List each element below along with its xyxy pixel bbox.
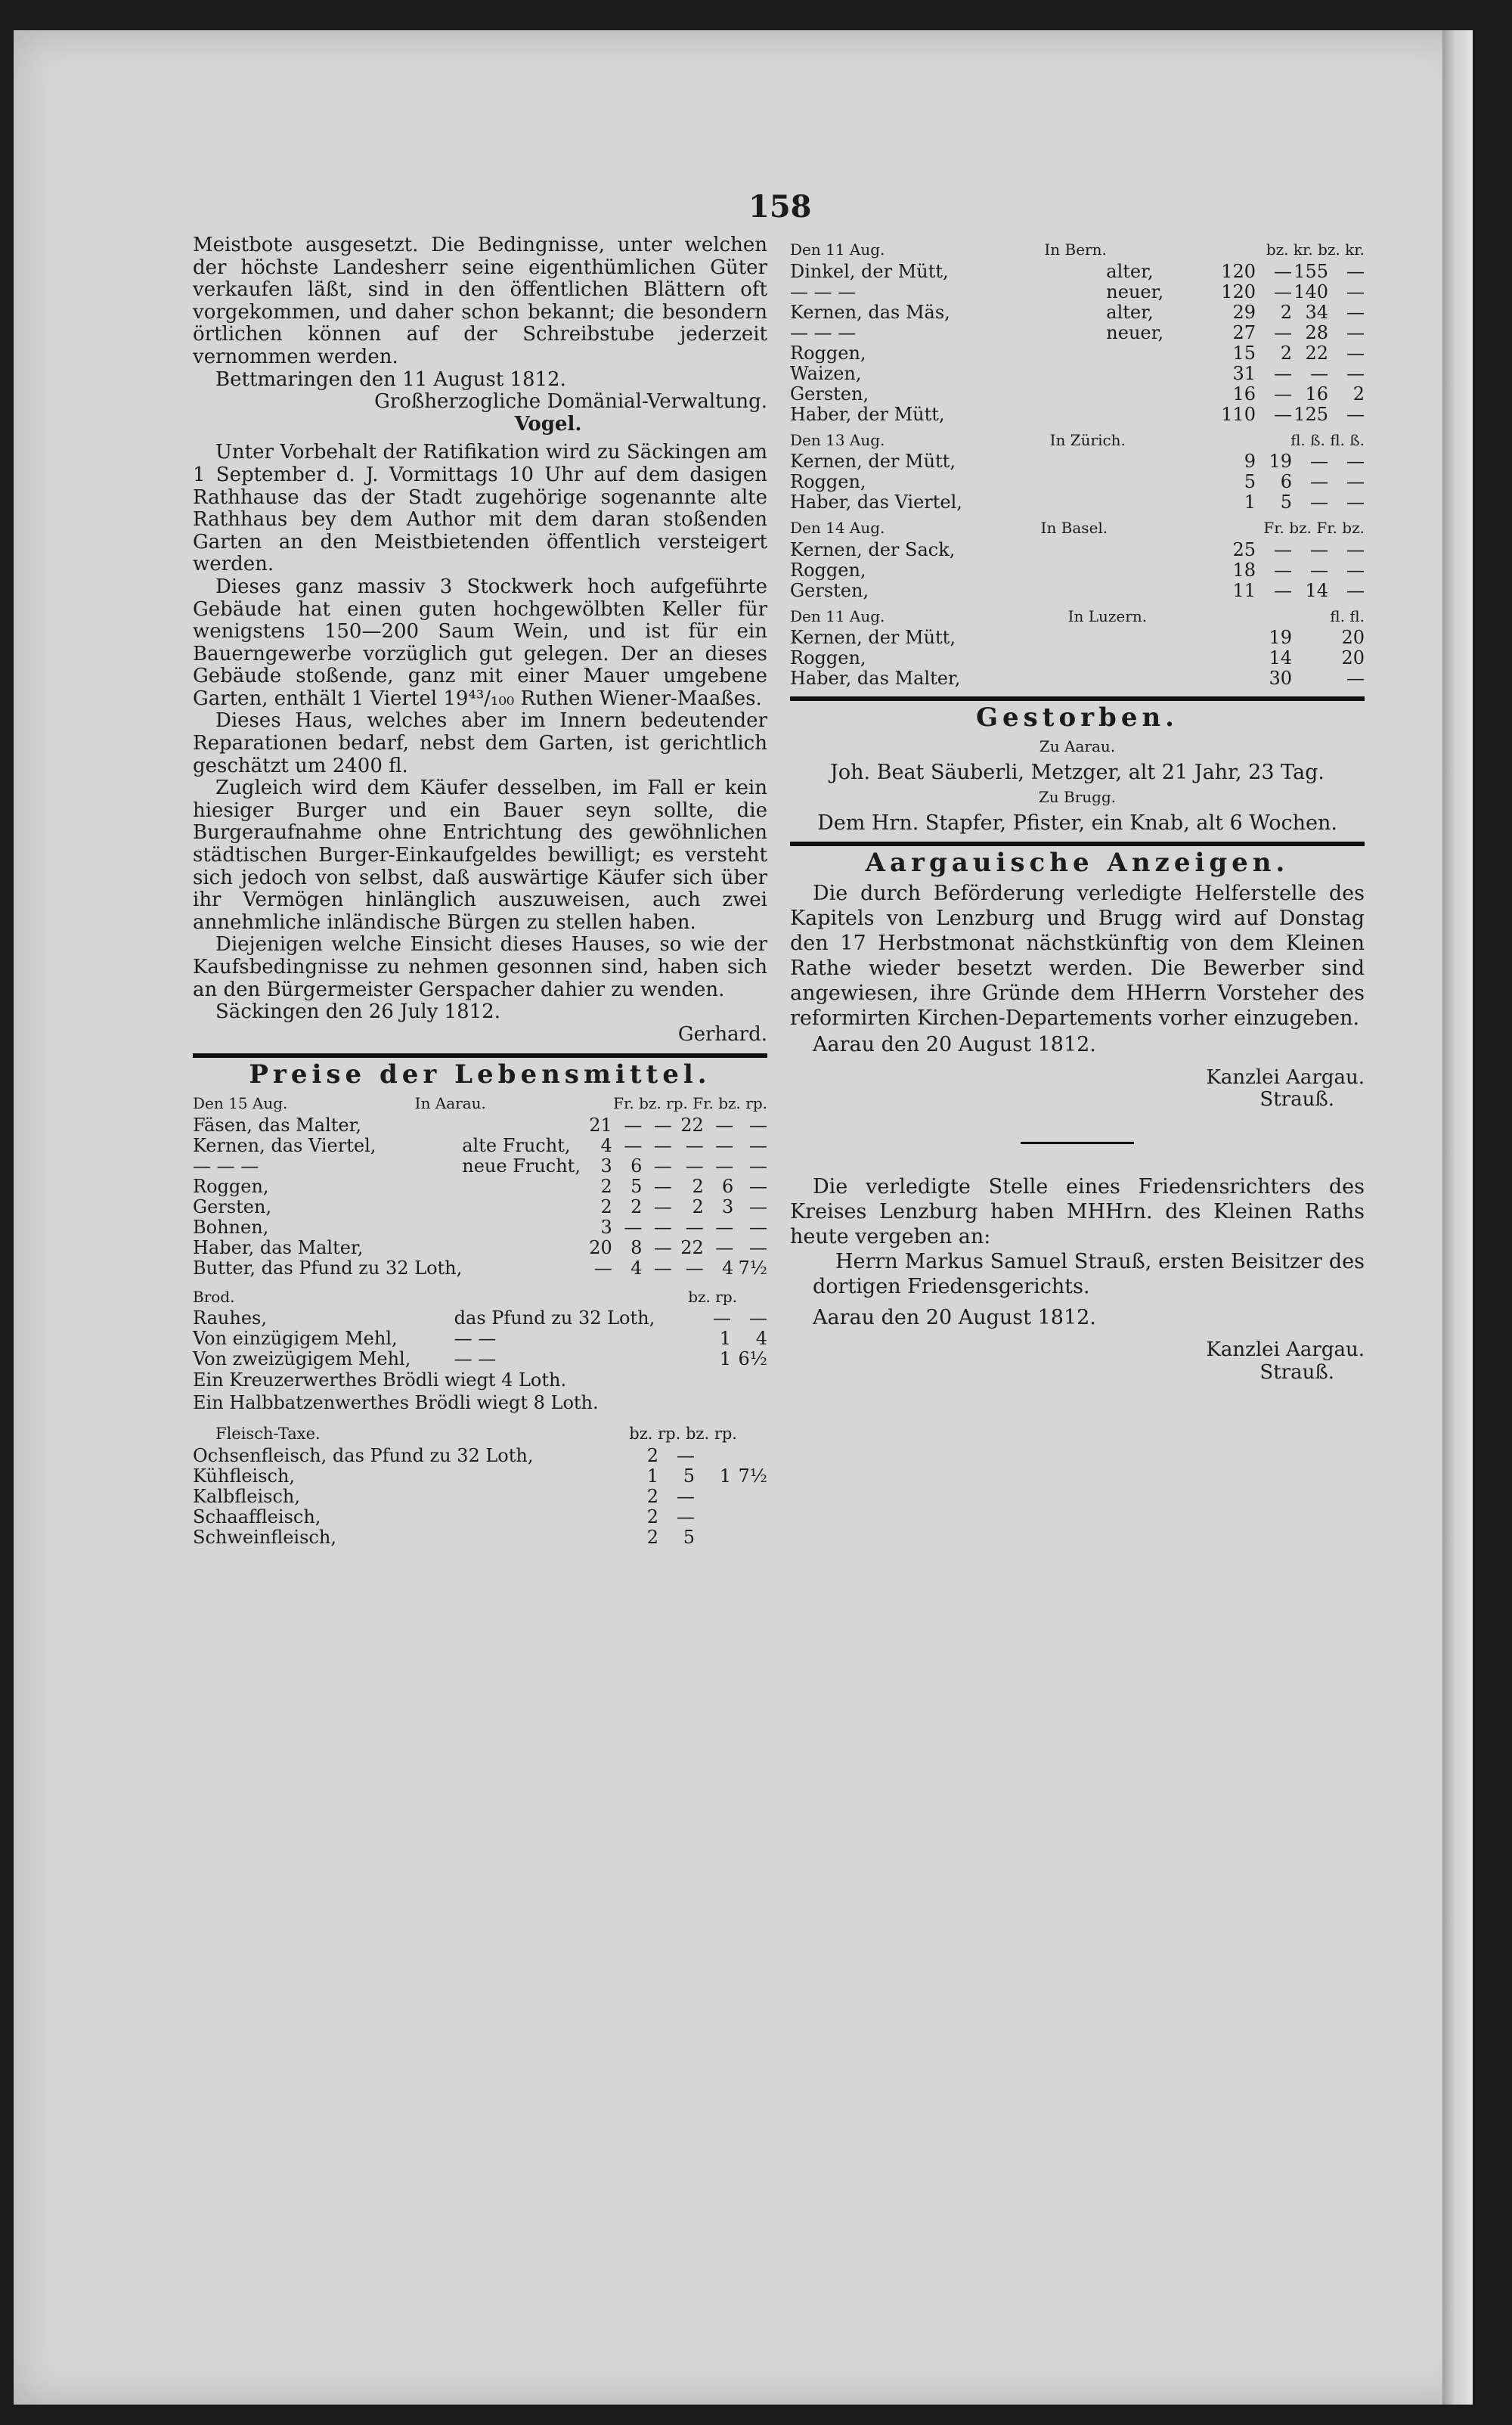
table-row (790, 668, 1365, 689)
table-cell: Roggen, (790, 342, 866, 364)
table-cell: — (653, 1257, 672, 1279)
table-cell: 34 (1305, 301, 1328, 323)
table-cell: — — — (790, 321, 857, 343)
died-entry: Dem Hrn. Stapfer, Pfister, ein Knab, alt 6 Wochen. (817, 811, 1337, 835)
notice2-text: Die verledigte Stelle eines Friedensrichters des Kreises Lenzburg haben MHHrn. des Kleinen Raths heute vergeben an: (790, 1174, 1365, 1248)
table-cell (1106, 405, 1219, 425)
table-cell: — (715, 1134, 734, 1156)
table-cell: 6½ (738, 1348, 767, 1370)
died-place: Zu Aarau. (1039, 736, 1116, 755)
table-cell: Dinkel, der Mütt, (790, 260, 949, 282)
aarau-price-table (193, 1115, 767, 1279)
intro-paragraph: Meistbote ausgesetzt. Die Bedingnisse, unter welchen der höchste Landesherr seine eigenthümlichen Güter verkaufen läßt, sind in den öffentlichen Blättern oft vorgekommen, und daher schon bekannt; die besondern örtlichen können auf der Schreibstube jederzeit vernommen werden. (193, 234, 767, 368)
table-row (193, 1156, 767, 1177)
table-cell: — (1310, 471, 1328, 493)
table-cell: — (1274, 383, 1292, 405)
table-cell: 120 (1221, 260, 1256, 282)
table-cell: Ochsenfleisch, das Pfund zu 32 Loth, (193, 1444, 534, 1466)
table-cell: — (624, 1134, 643, 1156)
table-cell: Kernen, der Mütt, (790, 451, 956, 473)
table-cell (1292, 628, 1328, 648)
table-cell: — (624, 1114, 643, 1136)
market-prices (790, 239, 1365, 689)
aarau-units: Fr. bz. rp. Fr. bz. rp. (613, 1093, 767, 1112)
table-cell: 2 (692, 1195, 704, 1217)
table-cell: — (653, 1216, 672, 1238)
table-row (193, 1115, 767, 1136)
table-cell: — (1346, 492, 1365, 513)
auction-notice (193, 442, 767, 1046)
table-cell: — (653, 1114, 672, 1136)
table-cell: 19 (1269, 627, 1292, 649)
market-units: fl. ß. fl. ß. (1290, 430, 1365, 449)
table-cell: — (749, 1216, 767, 1238)
table-cell: 29 (1232, 301, 1256, 323)
table-cell: Schweinfleisch, (193, 1526, 336, 1548)
table-cell: — (653, 1155, 672, 1177)
table-cell: Gersten, (193, 1195, 272, 1217)
table-cell: Kernen, der Sack, (790, 538, 956, 560)
table-cell: neuer, (1106, 281, 1164, 302)
table-row (790, 451, 1365, 472)
table-cell: — (1346, 301, 1365, 323)
table-cell: 30 (1269, 668, 1292, 690)
table-cell: 2 (646, 1506, 658, 1527)
table-row (193, 1136, 767, 1156)
table-cell: — (1346, 281, 1365, 302)
table-cell: — (1346, 538, 1365, 560)
table-cell: — (1274, 281, 1292, 302)
table-cell (1106, 343, 1219, 364)
table-cell: 2 (631, 1195, 643, 1217)
table-row (790, 405, 1365, 425)
notice-signature: Gerhard. (677, 1022, 767, 1046)
table-cell: Haber, das Malter, (193, 1236, 364, 1258)
table-cell: 3 (600, 1155, 612, 1177)
fleisch-units: bz. rp. bz. rp. (629, 1425, 737, 1444)
table-cell: — (1274, 403, 1292, 425)
table-cell: 22 (680, 1236, 704, 1258)
table-cell: 20 (589, 1236, 612, 1258)
table-cell: 20 (1341, 627, 1365, 649)
table-row (790, 302, 1365, 323)
table-cell: Fäsen, das Malter, (193, 1114, 362, 1136)
table-cell: Haber, das Malter, (790, 668, 961, 690)
died-entry: Joh. Beat Säuberli, Metzger, alt 21 Jahr, 23 Tag. (830, 760, 1325, 784)
table-row (790, 492, 1365, 513)
table-cell: — (1346, 342, 1365, 364)
table-row (193, 1507, 767, 1527)
aarau-date: Den 15 Aug. (193, 1093, 288, 1112)
table-cell: Gersten, (790, 579, 869, 601)
table-cell: — (685, 1134, 704, 1156)
table-cell: — (1274, 260, 1292, 282)
short-rule (1021, 1142, 1134, 1144)
market-units: fl. fl. (1330, 606, 1365, 625)
table-cell: 1 (719, 1348, 731, 1370)
table-cell: 5 (631, 1175, 643, 1197)
table-cell: 9 (1244, 451, 1256, 473)
market-date: Den 13 Aug. (790, 430, 885, 449)
table-cell (462, 1197, 581, 1217)
table-cell: Roggen, (790, 559, 866, 581)
notice2-appointee: Herrn Markus Samuel Strauß, ersten Beisitzer des dortigen Friedensgerichts. (813, 1249, 1365, 1298)
table-cell: — (685, 1155, 704, 1177)
table-cell: 21 (589, 1114, 612, 1136)
table-cell: — (749, 1134, 767, 1156)
table-cell: — (749, 1195, 767, 1217)
market-date: Den 11 Aug. (790, 606, 885, 625)
table-cell: — — — (790, 281, 857, 302)
brod-price-table (193, 1308, 767, 1369)
table-row (193, 1217, 767, 1238)
table-cell: — (1274, 321, 1292, 343)
table-cell: — (1310, 538, 1328, 560)
market-header (790, 239, 1365, 262)
table-cell (462, 1115, 581, 1136)
table-cell: 120 (1221, 281, 1256, 302)
table-row (193, 1197, 767, 1217)
table-cell: — (1310, 451, 1328, 473)
table-cell: — — (454, 1328, 497, 1350)
table-row (790, 364, 1365, 384)
market-price-table (790, 628, 1365, 689)
table-cell: — (1346, 559, 1365, 581)
table-cell (731, 1487, 767, 1507)
table-row (790, 323, 1365, 343)
table-cell: Von zweizügigem Mehl, (193, 1348, 411, 1370)
table-row (790, 648, 1365, 668)
table-cell: 18 (1232, 559, 1256, 581)
table-cell: 5 (1280, 492, 1292, 513)
table-cell: — (1274, 579, 1292, 601)
table-cell: 11 (1232, 579, 1256, 601)
authority-name: Vogel. (514, 412, 582, 436)
notice2-date: Aarau den 20 August 1812. (813, 1305, 1096, 1329)
table-cell: — (713, 1307, 731, 1329)
table-cell: Kernen, der Mütt, (790, 627, 956, 649)
table-cell: — (677, 1485, 695, 1507)
table-cell (1106, 364, 1219, 384)
notice-paragraph: Dieses ganz massiv 3 Stockwerk hoch aufgeführte Gebäude hat einen guten hochgewölbten Keller für wenigstens 150—200 Saum Wein, und ist für ein Bauerngewerbe vorzüglich gut gelegen. Der an dieses Gebäude stoßende, ganz mit einer Mauer umgebene Garten, enthält 1 Viertel 19⁴³/₁₀₀ Ruthen Wiener-Maaßes. (193, 575, 767, 710)
table-cell: Gersten, (790, 383, 869, 405)
table-cell: alter, (1106, 301, 1154, 323)
page-edge (1442, 30, 1473, 2405)
table-cell (462, 1258, 581, 1279)
table-cell: 8 (631, 1236, 643, 1258)
table-cell: 2 (646, 1526, 658, 1548)
table-cell: — (1274, 538, 1292, 560)
table-cell: — (715, 1216, 734, 1238)
table-cell: — (1274, 362, 1292, 384)
table-cell: 14 (1269, 647, 1292, 669)
table-cell: — (1274, 559, 1292, 581)
table-cell (462, 1217, 581, 1238)
section-rule (790, 842, 1365, 846)
table-cell: — (653, 1175, 672, 1197)
notices-title: Aargauische Anzeigen. (865, 848, 1290, 879)
table-cell (1292, 668, 1328, 689)
brod-units: bz. rp. (688, 1287, 737, 1306)
table-cell: 2 (1352, 383, 1365, 405)
table-row (790, 581, 1365, 601)
table-cell: 155 (1294, 260, 1328, 282)
table-cell: Butter, das Pfund zu 32 Loth, (193, 1257, 463, 1279)
table-cell: 6 (1280, 471, 1292, 493)
table-cell: — (715, 1236, 734, 1258)
table-cell: Schaaffleisch, (193, 1506, 321, 1527)
table-cell: 22 (680, 1114, 704, 1136)
table-cell: 1 (646, 1465, 658, 1487)
table-cell: Haber, das Viertel, (790, 492, 962, 513)
table-cell: — (653, 1134, 672, 1156)
table-cell: 16 (1232, 383, 1256, 405)
table-row (790, 540, 1365, 560)
table-row (790, 262, 1365, 282)
table-cell: — (749, 1236, 767, 1258)
table-row (790, 384, 1365, 405)
table-cell (1219, 628, 1256, 648)
brod-note: Ein Halbbatzenwerthes Brödli wiegt 8 Loth. (193, 1391, 599, 1413)
notice-paragraph: Zugleich wird dem Käufer desselben, im Fall er kein hiesiger Burger und ein Bauer seyn sollte, die Burgeraufnahme ohne Entrichtung des gewöhnlichen städtischen Burger-Einkaufgeldes bewilligt; es versteht sich jedoch von selbst, daß auswärtige Käufer sich über ihr Vermögen hinlänglich auszuweisen, auch zwei annehmliche inländische Bürgen zu stellen haben. (193, 777, 767, 934)
table-cell: 31 (1232, 362, 1256, 384)
table-cell: 22 (1305, 342, 1328, 364)
table-cell: 27 (1232, 321, 1256, 343)
table-row (193, 1349, 767, 1369)
notice2-signature-office: Kanzlei Aargau. (1206, 1338, 1365, 1362)
table-cell: 5 (1244, 471, 1256, 493)
place-date: Bettmaringen den 11 August 1812. (215, 367, 566, 391)
table-cell: 7½ (738, 1465, 767, 1487)
table-cell (731, 1507, 767, 1527)
table-cell: 2 (1280, 301, 1292, 323)
table-cell: 3 (600, 1216, 612, 1238)
table-cell: 28 (1305, 321, 1328, 343)
table-cell: 2 (1280, 342, 1292, 364)
table-cell: — (749, 1307, 767, 1329)
fleisch-header (193, 1423, 767, 1446)
left-column (193, 234, 767, 1548)
table-cell: 1 (719, 1465, 731, 1487)
section-rule (790, 696, 1365, 701)
table-cell: — (1346, 321, 1365, 343)
table-cell: — (624, 1216, 643, 1238)
market-header (790, 606, 1365, 628)
table-cell: — (1346, 471, 1365, 493)
table-cell: 19 (1269, 451, 1292, 473)
market-price-table (790, 262, 1365, 425)
table-cell: 4 (631, 1257, 643, 1279)
table-cell: Rauhes, (193, 1307, 267, 1329)
table-row (790, 343, 1365, 364)
table-cell: 14 (1305, 579, 1328, 601)
table-cell: 1 (719, 1328, 731, 1350)
table-cell: 2 (692, 1175, 704, 1197)
notice1-signature-office: Kanzlei Aargau. (1206, 1065, 1365, 1089)
table-cell: Roggen, (193, 1175, 269, 1197)
table-cell (1106, 384, 1219, 405)
table-cell: — — (454, 1348, 497, 1370)
notice1-text: Die durch Beförderung verledigte Helferstelle des Kapitels von Lenzburg und Brugg wird auf Donstag den 17 Herbstmonat nächstkünftig von dem Kleinen Rathe wieder besetzt werden. Die Bewerber sind angewiesen, ihre Gründe dem HHerrn Vorsteher des reformirten Kirchen-Departements vorher einzugeben. (790, 881, 1365, 1030)
market-place: In Basel. (1040, 519, 1108, 538)
table-cell: — (1346, 579, 1365, 601)
table-row (193, 1238, 767, 1258)
table-cell: 6 (722, 1175, 734, 1197)
market-units: Fr. bz. Fr. bz. (1263, 519, 1365, 538)
notice-paragraph: Dieses Haus, welches aber im Innern bedeutender Reparationen bedarf, nebst dem Garten, ist gerichtlich geschätzt um 2400 fl. (193, 709, 767, 777)
table-cell: Waizen, (790, 362, 862, 384)
authority: Großherzogliche Domänial-Verwaltung. (374, 390, 767, 414)
table-cell: Bohnen, (193, 1216, 269, 1238)
table-cell: — (715, 1114, 734, 1136)
table-cell: 20 (1341, 647, 1365, 669)
notice1-date: Aarau den 20 August 1812. (813, 1032, 1096, 1056)
fleisch-title: Fleisch-Taxe. (215, 1425, 321, 1444)
table-cell: alte Frucht, (462, 1134, 571, 1156)
table-row (193, 1527, 767, 1548)
table-cell: — (749, 1155, 767, 1177)
table-cell: 25 (1232, 538, 1256, 560)
table-row (193, 1258, 767, 1279)
table-cell: 2 (600, 1195, 612, 1217)
table-cell: — (685, 1216, 704, 1238)
table-cell: — (1346, 403, 1365, 425)
table-cell (695, 1507, 731, 1527)
table-row (193, 1446, 767, 1466)
market-place: In Bern. (1044, 240, 1107, 259)
table-cell: 125 (1294, 403, 1328, 425)
notice-paragraph: Unter Vorbehalt der Ratifikation wird zu Säckingen am 1 September d. J. Vormittags 10 Uhr auf dem dasigen Rathhause das der Stadt zugehörige sogenannte alte Rathhaus bey dem Author mit dem daran stoßenden Garten an den Meistbietenden öffentlich versteigert werden. (193, 441, 767, 576)
table-cell: — (1310, 362, 1328, 384)
fleisch-price-table (193, 1446, 767, 1548)
died-place: Zu Brugg. (1038, 788, 1117, 807)
table-cell: 2 (646, 1485, 658, 1507)
table-cell: — (1346, 668, 1365, 690)
table-cell: — (685, 1257, 704, 1279)
table-cell: — (1346, 362, 1365, 384)
table-cell: Kühfleisch, (193, 1465, 296, 1487)
table-cell: 5 (683, 1526, 695, 1548)
table-cell: Kernen, das Viertel, (193, 1134, 376, 1156)
table-cell: 2 (646, 1444, 658, 1466)
table-row (193, 1308, 767, 1329)
table-cell: Von einzügigem Mehl, (193, 1328, 398, 1350)
table-cell (731, 1446, 767, 1466)
table-row (193, 1177, 767, 1197)
table-row (193, 1466, 767, 1487)
table-row (193, 1329, 767, 1349)
table-cell (695, 1487, 731, 1507)
table-cell: 16 (1305, 383, 1328, 405)
table-cell: 110 (1221, 403, 1256, 425)
table-cell: Roggen, (790, 647, 866, 669)
table-cell: 4 (600, 1134, 612, 1156)
table-cell: alter, (1106, 260, 1154, 282)
table-cell: 1 (1244, 492, 1256, 513)
table-cell: 7½ (738, 1257, 767, 1279)
market-header (790, 517, 1365, 540)
market-header (790, 429, 1365, 452)
table-cell: — (653, 1195, 672, 1217)
table-cell (1219, 648, 1256, 668)
section-rule (193, 1053, 767, 1058)
table-cell: — (749, 1175, 767, 1197)
market-place: In Luzern. (1067, 606, 1148, 625)
market-date: Den 14 Aug. (790, 519, 885, 538)
table-cell: 5 (683, 1465, 695, 1487)
table-cell: — (715, 1155, 734, 1177)
table-cell (695, 1446, 731, 1466)
notice2-signature-name: Strauß. (1259, 1360, 1334, 1384)
table-cell: 2 (600, 1175, 612, 1197)
table-cell: 140 (1294, 281, 1328, 302)
prices-title: Preise der Lebensmittel. (249, 1059, 711, 1090)
table-cell (731, 1527, 767, 1548)
brod-note: Ein Kreuzerwerthes Brödli wiegt 4 Loth. (193, 1369, 567, 1391)
table-cell: Roggen, (790, 471, 866, 493)
died-title: Gestorben. (975, 702, 1179, 733)
brod-header (193, 1286, 767, 1309)
table-cell: 4 (722, 1257, 734, 1279)
table-row (790, 472, 1365, 492)
table-cell (462, 1177, 581, 1197)
table-cell: — — — (193, 1155, 259, 1177)
table-row (790, 628, 1365, 648)
table-cell (695, 1527, 731, 1548)
brod-title: Brod. (193, 1287, 235, 1306)
market-price-table (790, 540, 1365, 601)
table-row (193, 1487, 767, 1507)
market-date: Den 11 Aug. (790, 240, 885, 259)
table-cell: — (1346, 451, 1365, 473)
table-cell: Kernen, das Mäs, (790, 301, 950, 323)
table-cell: Kalbfleisch, (193, 1485, 301, 1507)
table-cell: neue Frucht, (462, 1155, 581, 1177)
table-cell: 3 (722, 1195, 734, 1217)
table-cell: — (749, 1114, 767, 1136)
aarau-header (193, 1093, 767, 1115)
table-cell: Haber, der Mütt, (790, 403, 945, 425)
table-cell: — (1346, 260, 1365, 282)
table-row (790, 560, 1365, 581)
notice-date: Säckingen den 26 July 1812. (215, 1000, 500, 1024)
right-column (790, 234, 1365, 1385)
market-price-table (790, 451, 1365, 513)
table-cell (1292, 648, 1328, 668)
table-cell: neuer, (1106, 321, 1164, 343)
notice1-signature-name: Strauß. (1259, 1088, 1334, 1112)
table-cell: 6 (631, 1155, 643, 1177)
notice-paragraph: Diejenigen welche Einsicht dieses Hauses, so wie der Kaufsbedingnisse zu nehmen gesonnen sind, haben sich an den Bürgermeister Gerspacher dahier zu wenden. (193, 933, 767, 1001)
table-cell: — (1310, 492, 1328, 513)
table-row (790, 282, 1365, 302)
market-place: In Zürich. (1049, 430, 1126, 449)
table-cell: 15 (1232, 342, 1256, 364)
table-cell: — (593, 1257, 612, 1279)
table-cell: das Pfund zu 32 Loth, (454, 1307, 655, 1329)
market-units: bz. kr. bz. kr. (1266, 240, 1365, 259)
table-cell: 4 (755, 1328, 767, 1350)
table-cell: — (677, 1506, 695, 1527)
aarau-place: In Aarau. (414, 1093, 486, 1112)
table-cell: — (677, 1444, 695, 1466)
table-cell (1219, 668, 1256, 689)
table-cell (462, 1238, 581, 1258)
page-number: 158 (748, 189, 812, 225)
table-cell: — (653, 1236, 672, 1258)
table-cell: — (1310, 559, 1328, 581)
